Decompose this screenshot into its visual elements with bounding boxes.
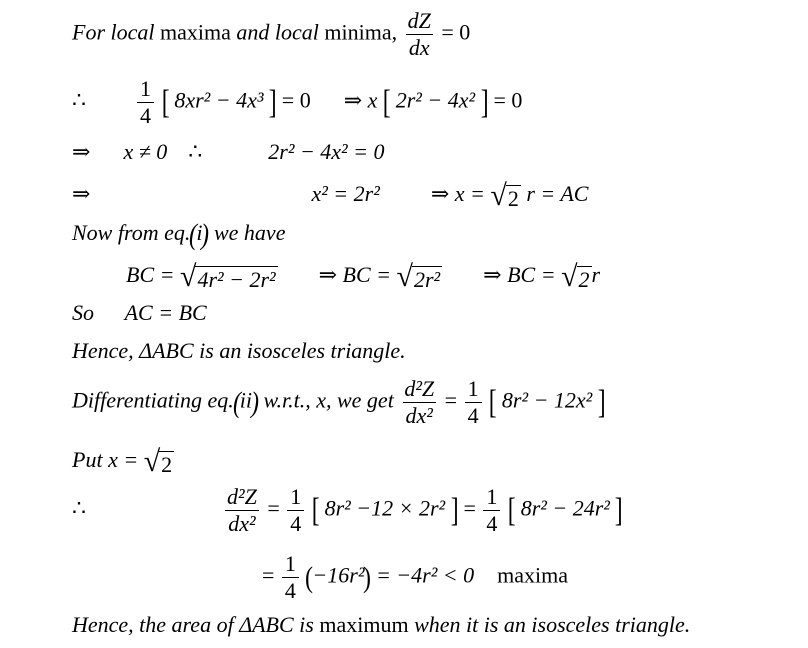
line-5 <box>72 220 285 250</box>
text: Now from eq. <box>72 220 191 246</box>
line-8 <box>72 340 406 362</box>
numerator: 1 <box>467 376 479 401</box>
square-root <box>144 447 174 477</box>
bracket-right: ] <box>615 491 623 529</box>
line-11 <box>72 486 623 535</box>
implies-symbol: ⇒ <box>430 181 450 207</box>
text: AC = BC <box>124 300 207 325</box>
therefore-symbol: ∴ <box>188 139 203 164</box>
text: BC = <box>342 262 392 288</box>
fraction <box>483 486 500 535</box>
expression: −16r² <box>312 562 365 588</box>
numerator: 1 <box>290 484 302 509</box>
text: So <box>72 300 94 325</box>
radicand: 4r² − 2r² <box>197 267 276 292</box>
text: is <box>299 612 314 637</box>
text: we have <box>213 220 286 246</box>
equals-sign: = <box>267 495 280 521</box>
denominator: dx² <box>225 510 258 535</box>
implies-symbol: ⇒ <box>483 262 502 288</box>
bracket-left: [ <box>311 491 320 529</box>
square-root <box>397 262 443 292</box>
radical-sign: √ <box>490 179 507 212</box>
text: = 0 <box>441 19 471 45</box>
line-10 <box>72 447 174 477</box>
text: Put <box>72 447 103 473</box>
text: x <box>367 87 378 113</box>
fraction <box>401 378 437 427</box>
implies-symbol: ⇒ <box>72 181 91 207</box>
bracket-right: ] <box>450 491 459 529</box>
denominator: 4 <box>282 577 299 602</box>
text: Differentiating eq. <box>72 387 234 413</box>
fraction <box>405 10 434 59</box>
radicand: 2 <box>507 186 519 211</box>
bracket-left: [ <box>161 83 170 121</box>
text: maximum <box>319 612 409 637</box>
line-12 <box>262 553 568 602</box>
denominator: 4 <box>483 510 500 535</box>
paren-right: ) <box>250 385 259 419</box>
line-6 <box>126 262 600 292</box>
expression: 8r² − 12x² <box>501 387 593 413</box>
paren-right: ) <box>363 560 372 594</box>
line-7 <box>72 302 207 324</box>
fraction <box>282 553 299 602</box>
denominator: 4 <box>465 402 482 427</box>
bracket-right: ] <box>268 83 277 121</box>
therefore-symbol: ∴ <box>72 495 86 521</box>
fraction <box>287 486 304 535</box>
text: BC = <box>126 262 175 288</box>
expression: x² = 2r² <box>311 181 380 207</box>
line-9 <box>72 378 605 427</box>
square-root <box>561 262 591 292</box>
radical-sign: √ <box>561 260 578 293</box>
equals-sign: = <box>463 495 476 521</box>
text: maxima <box>160 19 231 45</box>
text: Hence, ΔABC is an isosceles triangle. <box>72 338 406 363</box>
text: r <box>591 262 601 288</box>
denominator: 4 <box>137 102 154 127</box>
line-2 <box>72 78 522 127</box>
text: x = <box>108 447 139 473</box>
line-13 <box>72 614 690 636</box>
paren-left: ( <box>305 560 314 594</box>
text: and local <box>236 19 319 45</box>
line-1 <box>72 10 470 59</box>
expression: 2r² − 4x² <box>395 87 476 113</box>
text: w.r.t., x, we get <box>263 387 394 413</box>
text: Hence, the area of <box>72 612 234 637</box>
bracket-left: [ <box>382 83 391 121</box>
bracket-right: ] <box>597 383 606 421</box>
expression: 2r² − 4x² = 0 <box>268 139 385 164</box>
paren-left: ( <box>189 218 198 251</box>
implies-symbol: ⇒ <box>318 262 338 288</box>
bracket-left: [ <box>507 491 516 529</box>
fraction <box>137 78 154 127</box>
text: minima, <box>324 19 398 45</box>
radical-sign: √ <box>179 260 197 293</box>
equation-ref: i <box>196 220 203 246</box>
square-root <box>180 262 278 292</box>
text: = 0 <box>281 87 311 113</box>
numerator: 1 <box>486 484 498 509</box>
numerator: 1 <box>284 551 296 576</box>
text: = 0 <box>493 87 523 113</box>
fraction <box>224 486 260 535</box>
text: maxima <box>497 562 569 588</box>
equation-ref: ii <box>239 387 252 413</box>
line-4 <box>72 181 588 211</box>
numerator: d²Z <box>404 376 435 401</box>
therefore-symbol: ∴ <box>72 87 86 113</box>
bracket-right: ] <box>480 83 489 121</box>
expression: = −4r² < 0 <box>375 562 475 588</box>
expression: 8r² − 24r² <box>520 495 610 521</box>
equals-sign: = <box>262 562 275 588</box>
expression: 8r² −12 × 2r² <box>324 495 446 521</box>
expression: 8xr² − 4x³ <box>174 87 264 113</box>
text: ΔABC <box>239 612 294 637</box>
text: BC = <box>507 262 556 288</box>
radical-sign: √ <box>143 445 161 478</box>
denominator: dx <box>406 34 433 59</box>
text: x = <box>454 181 485 207</box>
radicand: 2 <box>578 267 590 292</box>
fraction <box>465 378 482 427</box>
numerator: 1 <box>140 76 151 101</box>
text: x ≠ 0 <box>123 139 168 164</box>
implies-symbol: ⇒ <box>72 139 91 164</box>
bracket-left: [ <box>488 383 497 421</box>
line-3 <box>72 141 385 163</box>
denominator: dx² <box>403 402 436 427</box>
numerator: d²Z <box>227 484 257 509</box>
paren-right: ) <box>201 218 210 251</box>
radical-sign: √ <box>396 260 413 293</box>
paren-left: ( <box>232 385 241 419</box>
radicand: 2 <box>161 452 173 477</box>
radicand: 2r² <box>413 267 441 292</box>
text: when it is an isosceles triangle. <box>414 612 691 637</box>
denominator: 4 <box>287 510 304 535</box>
equals-sign: = <box>444 387 458 413</box>
numerator: dZ <box>407 8 431 33</box>
text: For local <box>72 19 155 45</box>
implies-symbol: ⇒ <box>343 87 363 113</box>
square-root <box>490 181 520 211</box>
text: r = AC <box>526 181 589 207</box>
